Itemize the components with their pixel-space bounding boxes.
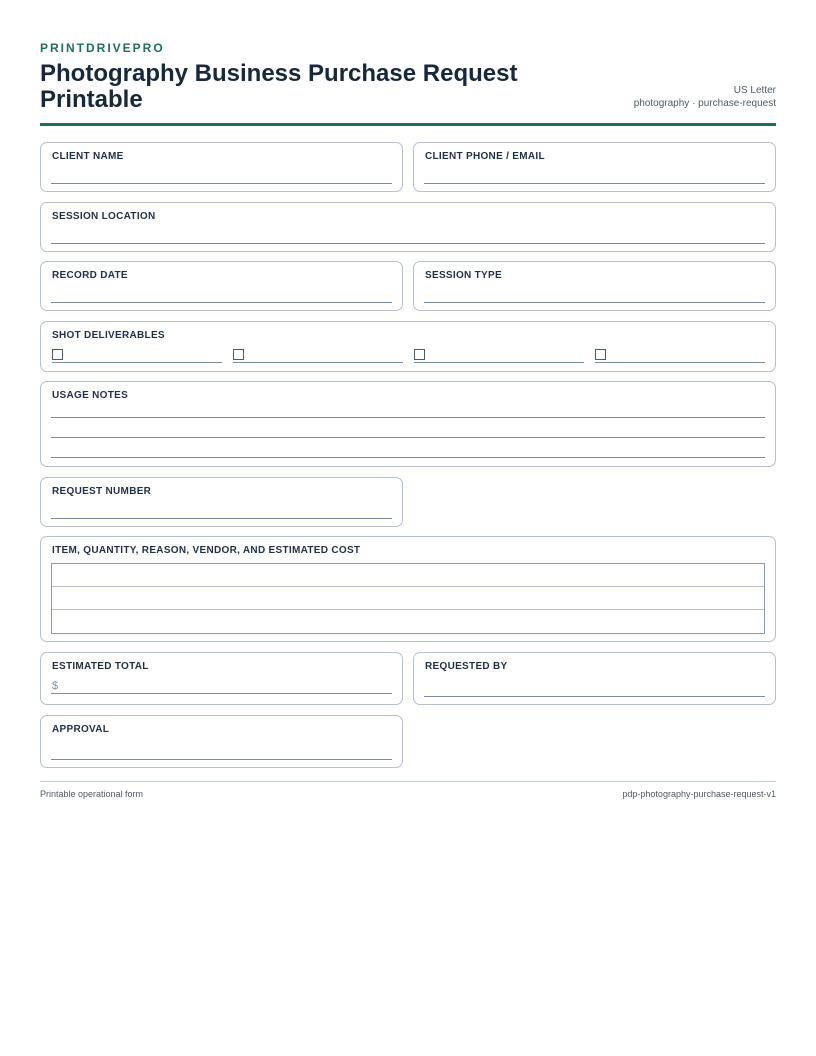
client-contact-line[interactable] <box>424 183 765 184</box>
items-table-field <box>40 536 776 642</box>
deliverable-checkbox[interactable] <box>233 349 244 360</box>
client-contact-field[interactable] <box>413 142 776 192</box>
approval-label: APPROVAL <box>52 724 110 735</box>
usage-notes-line[interactable] <box>51 457 765 458</box>
deliverable-line[interactable] <box>414 362 584 363</box>
approval-line[interactable] <box>51 759 392 760</box>
form-footer <box>40 781 776 799</box>
form-header <box>40 0 776 126</box>
brand-name: PRINTDRIVEPRO <box>40 41 165 55</box>
deliverable-line[interactable] <box>52 362 222 363</box>
session-location-field[interactable] <box>40 202 776 252</box>
page-title: Photography Business Purchase Request Printable <box>40 60 518 113</box>
usage-notes-line[interactable] <box>51 417 765 418</box>
table-row[interactable] <box>52 587 764 610</box>
usage-notes-field[interactable] <box>40 381 776 467</box>
approval-field[interactable] <box>40 715 403 768</box>
deliverable-checkbox[interactable] <box>52 349 63 360</box>
requested-by-label: REQUESTED BY <box>425 661 508 672</box>
form-meta <box>634 84 776 110</box>
estimated-total-field[interactable] <box>40 652 403 705</box>
record-date-field[interactable] <box>40 261 403 311</box>
client-name-label: CLIENT NAME <box>52 151 124 162</box>
items-table <box>51 563 765 634</box>
paper-size: US Letter <box>733 85 776 96</box>
estimated-total-line[interactable] <box>51 693 392 694</box>
deliverable-checkbox[interactable] <box>414 349 425 360</box>
client-name-field[interactable] <box>40 142 403 192</box>
deliverable-item[interactable] <box>52 349 222 363</box>
currency-symbol: $ <box>52 680 59 692</box>
request-number-field[interactable] <box>40 477 403 527</box>
record-date-line[interactable] <box>51 302 392 303</box>
session-type-label: SESSION TYPE <box>425 270 502 281</box>
deliverable-checkbox[interactable] <box>595 349 606 360</box>
table-row[interactable] <box>52 610 764 633</box>
client-name-line[interactable] <box>51 183 392 184</box>
usage-notes-label: USAGE NOTES <box>52 390 129 401</box>
form-page <box>40 0 776 799</box>
footer-left-text: Printable operational form <box>40 789 144 799</box>
request-number-line[interactable] <box>51 518 392 519</box>
session-location-line[interactable] <box>51 243 765 244</box>
deliverable-line[interactable] <box>595 362 765 363</box>
usage-notes-line[interactable] <box>51 437 765 438</box>
session-type-line[interactable] <box>424 302 765 303</box>
session-type-field[interactable] <box>413 261 776 311</box>
requested-by-field[interactable] <box>413 652 776 705</box>
requested-by-line[interactable] <box>424 696 765 697</box>
table-row[interactable] <box>52 564 764 587</box>
shot-deliverables-label: SHOT DELIVERABLES <box>52 330 165 341</box>
deliverable-item[interactable] <box>233 349 403 363</box>
request-number-label: REQUEST NUMBER <box>52 486 152 497</box>
items-table-label: ITEM, QUANTITY, REASON, VENDOR, AND ESTIMATED COST <box>52 545 361 556</box>
form-tags: photography · purchase-request <box>633 98 776 109</box>
estimated-total-label: ESTIMATED TOTAL <box>52 661 149 672</box>
form-id: pdp-photography-purchase-request-v1 <box>622 789 776 799</box>
record-date-label: RECORD DATE <box>52 270 128 281</box>
shot-deliverables-field <box>40 321 776 372</box>
deliverable-item[interactable] <box>414 349 584 363</box>
session-location-label: SESSION LOCATION <box>52 211 156 222</box>
client-contact-label: CLIENT PHONE / EMAIL <box>425 151 545 162</box>
deliverable-item[interactable] <box>595 349 765 363</box>
deliverable-line[interactable] <box>233 362 403 363</box>
